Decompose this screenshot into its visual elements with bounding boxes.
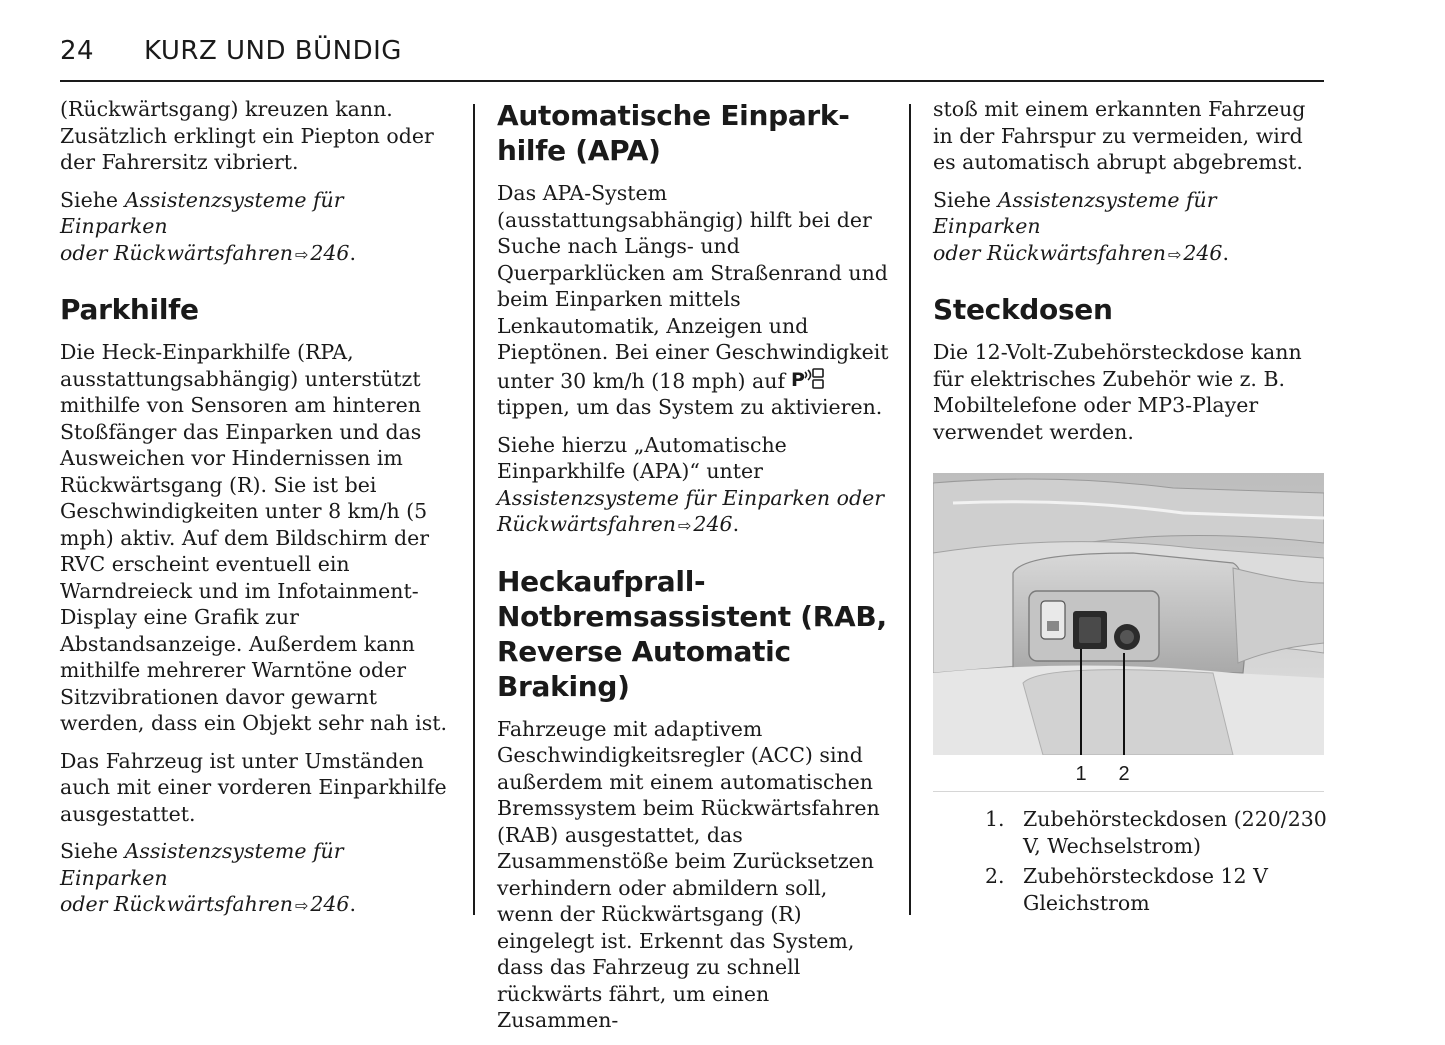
page-reference-icon: ⇨: [1167, 244, 1182, 264]
section-heading-rab: Heckaufprall-Notbremsassistent (RAB, Reverse Automatic Braking): [497, 564, 887, 703]
column-divider-1: [473, 104, 475, 915]
page-reference[interactable]: 246: [310, 892, 350, 916]
cross-reference-link[interactable]: Assistenzsysteme für Einparken: [933, 187, 1217, 238]
cross-reference: Siehe hierzu „Automatische Einparkhilfe (APA)“ unter Assistenzsysteme für Einparken oder Rückwärtsfahren ⇨246.: [497, 432, 889, 540]
column-left: [60, 96, 452, 931]
page-reference-icon: ⇨: [294, 244, 309, 264]
paragraph-front-assist: Das Fahrzeug ist unter Umständen auch mit einer vorderen Einparkhilfe ausgestattet.: [60, 748, 447, 826]
page-header: [60, 36, 1324, 82]
paragraph-continuation: stoß mit einem erkannten Fahrzeug in der Fahrspur zu vermeiden, wird es automatisch abrupt abgebremst.: [933, 97, 1306, 174]
page-reference[interactable]: 246: [693, 512, 733, 536]
section-heading-apa: Automatische Einpark-hilfe (APA): [497, 99, 850, 167]
cross-reference: Siehe Assistenzsysteme für Einparken oder Rückwärtsfahren ⇨246.: [933, 187, 1327, 269]
paragraph-rab: Fahrzeuge mit adaptivem Geschwindigkeitsregler (ACC) sind außerdem mit einem automatischen Bremssystem beim Rückwärtsfahren (RAB) ausgestattet, das Zusammenstöße beim Zurücksetzen verhindern oder abmildern soll, wenn der Rückwärtsgang (R) eingelegt ist. Erkennt das System, dass das Fahrzeug zu schnell rückwärts fährt, um einen Zusammen-: [497, 716, 880, 1032]
column-right: [933, 96, 1327, 920]
paragraph-apa: Das APA-System (ausstattungsabhängig) hilft bei der Suche nach Längs- und Querparklücken am Straßenrand und beim Einparken mittels Lenkautomatik, Anzeigen und Pieptönen. Bei einer Geschwindigkeit unter 30 km/h (18 mph) auf P tippen, um das System zu aktivieren.: [497, 181, 889, 419]
cross-reference-link[interactable]: Assistenzsysteme für Einparken oder Rückwärtsfahren: [497, 485, 885, 536]
page-number: 24: [60, 36, 95, 66]
paragraph-parkhilfe: Die Heck-Einparkhilfe (RPA, ausstattungsabhängig) unterstützt mithilfe von Sensoren am hinteren Stoßfänger das Einparken und das Ausweichen vor Hindernissen im Rückwärtsgang (R). Sie ist bei Geschwindigkeiten unter 8 km/h (5 mph) aktiv. Auf dem Bildschirm der RVC erscheint eventuell ein Warndreieck und im Infotainment-Display eine Grafik zur Abstandsanzeige. Außerdem kann mithilfe mehrerer Warntöne oder Sitzvibrationen davor gewarnt werden, dass ein Objekt sehr nah ist.: [60, 340, 448, 735]
accessory-outlet-photo: [933, 473, 1324, 792]
column-divider-2: [909, 104, 911, 915]
paragraph-continuation: (Rückwärtsgang) kreuzen kann. Zusätzlich erklingt ein Piepton oder der Fahrersitz vibriert.: [60, 97, 434, 174]
paragraph-steckdosen: Die 12-Volt-Zubehörsteckdose kann für elektrisches Zubehör wie z. B. Mobiltelefone oder MP3-Player verwendet werden.: [933, 340, 1302, 444]
page-reference-icon: ⇨: [294, 896, 309, 915]
cross-reference: Siehe Assistenzsysteme für Einparken oder Rückwärtsfahren ⇨246.: [60, 838, 452, 920]
figure-legend: [933, 806, 1327, 916]
section-heading-steckdosen: Steckdosen: [933, 293, 1113, 326]
column-middle: [497, 96, 889, 1045]
cross-reference-link[interactable]: oder Rückwärtsfahren: [60, 892, 293, 916]
cross-reference-link[interactable]: Assistenzsysteme für Einparken: [60, 187, 344, 238]
legend-item: 1. Zubehörsteckdosen (220/230 V, Wechselstrom): [985, 807, 1327, 858]
legend-item: 2. Zubehörsteckdose 12 V Gleichstrom: [985, 864, 1268, 915]
chapter-title: KURZ UND BÜNDIG: [144, 36, 402, 66]
page-reference-icon: ⇨: [678, 516, 692, 535]
cross-reference-link[interactable]: oder Rückwärtsfahren: [60, 240, 293, 265]
svg-text:P: P: [791, 368, 806, 390]
page-reference[interactable]: 246: [1183, 240, 1223, 265]
cross-reference-link[interactable]: oder Rückwärtsfahren: [933, 240, 1166, 265]
callout-2: 2: [1118, 763, 1130, 785]
page-reference[interactable]: 246: [310, 240, 350, 265]
cross-reference: Siehe Assistenzsysteme für Einparken oder Rückwärtsfahren ⇨246.: [60, 187, 452, 269]
parking-assist-icon: [791, 366, 825, 390]
section-heading-parkhilfe: Parkhilfe: [60, 293, 199, 326]
callout-1: 1: [1075, 763, 1087, 785]
cross-reference-link[interactable]: Assistenzsysteme für Einparken: [60, 839, 344, 890]
